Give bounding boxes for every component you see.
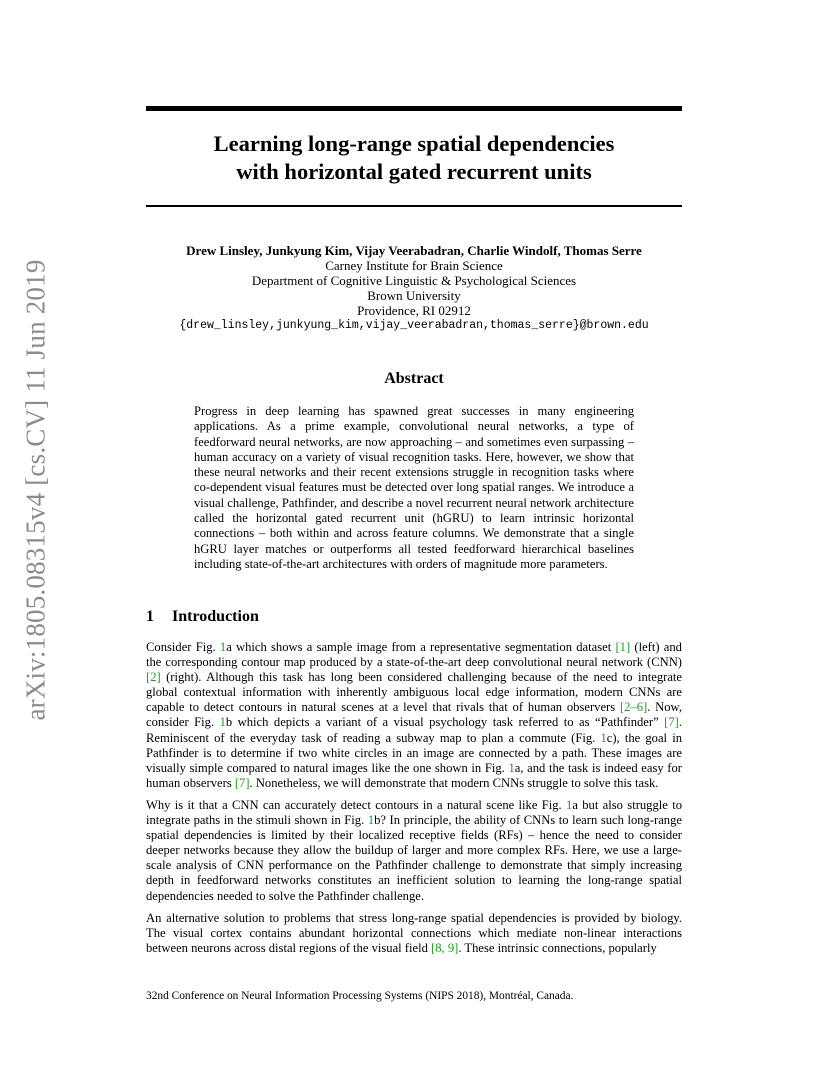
reference-link[interactable]: 1 <box>508 760 515 775</box>
affiliation-university: Brown University <box>367 288 461 303</box>
affiliation-institute: Carney Institute for Brain Science <box>325 258 503 273</box>
author-block <box>146 243 682 333</box>
reference-link[interactable]: [1] <box>615 640 631 654</box>
paragraph-1: Consider Fig. 1a which shows a sample image from a representative segmentation dataset [1] (left) and the corresponding contour map produced by a state-of-the-art deep convolutional neural network (CNN) [2] (right). Although this task has long been considered challenging because of the need to integrate global contextual information with inherently ambiguous local edge information, modern CNNs are capable to detect contours in natural scenes at a level that rivals that of human observers [2–6]. Now, consider Fig. 1b which depicts a variant of a visual psychology task referred to as “Pathfinder” [7]. Reminiscent of the everyday task of reading a subway map to plan a commute (Fig. 1c), the goal in Pathfinder is to determine if two white circles in an image are connected by a path. These images are visually simple compared to natural images like the one shown in Fig. 1a, and the task is indeed easy for human observers [7]. Nonetheless, we will demonstrate that modern CNNs struggle to solve this task. <box>146 640 682 790</box>
arxiv-stamp-text: arXiv:1805.08315v4 [cs.CV] 11 Jun 2019 <box>20 259 51 721</box>
author-emails: {drew_linsley,junkyung_kim,vijay_veerabadran,thomas_serre}@brown.edu <box>179 319 649 332</box>
affiliation-department: Department of Cognitive Linguistic & Psychological Sciences <box>251 273 577 288</box>
paragraph-2: Why is it that a CNN can accurately detect contours in a natural scene like Fig. 1a but also struggle to integrate paths in the stimuli shown in Fig. 1b? In principle, the ability of CNNs to learn such long-range spatial dependencies is limited by their localized receptive fields (RFs) – hence the need to consider deeper networks because they allow the buildup of larger and more complex RFs. Here, we use a large-scale analysis of CNN performance on the Pathfinder challenge to demonstrate that simply increasing depth in feedforward networks constitutes an inefficient solution to learning the long-range spatial dependencies needed to solve the Pathfinder challenge. <box>146 797 682 903</box>
reference-link[interactable]: 1 <box>367 813 375 828</box>
title-top-rule <box>146 106 682 111</box>
section-title: Introduction <box>172 608 259 625</box>
author-names: Drew Linsley, Junkyung Kim, Vijay Veerabadran, Charlie Windolf, Thomas Serre <box>186 243 642 258</box>
section-body <box>146 640 682 963</box>
reference-link[interactable]: 1 <box>600 730 607 745</box>
reference-link[interactable]: 1 <box>219 715 226 730</box>
title-bottom-rule <box>146 205 682 207</box>
reference-link[interactable]: [2] <box>146 670 161 685</box>
conference-footer: 32nd Conference on Neural Information Processing Systems (NIPS 2018), Montréal, Canada. <box>146 990 574 1002</box>
reference-link[interactable]: [7] <box>234 775 250 790</box>
section-number: 1 <box>146 608 154 625</box>
affiliation-address: Providence, RI 02912 <box>357 303 471 318</box>
section-heading <box>146 608 259 626</box>
paragraph-3: An alternative solution to problems that stress long-range spatial dependencies is provided by biology. The visual cortex contains abundant horizontal connections which mediate non-linear interactions between neurons across distal regions of the visual field [8, 9]. These intrinsic connections, popularly <box>146 910 682 955</box>
reference-link[interactable]: [7] <box>664 715 679 730</box>
paper-title <box>146 130 682 186</box>
reference-link[interactable]: 1 <box>219 640 227 654</box>
reference-link[interactable]: [2–6] <box>619 700 648 715</box>
abstract-heading: Abstract <box>384 370 444 387</box>
paper-title-line-2: with horizontal gated recurrent units <box>236 159 592 184</box>
reference-link[interactable]: 1 <box>566 797 573 812</box>
reference-link[interactable]: [8, 9] <box>431 940 459 955</box>
abstract-text: Progress in deep learning has spawned great successes in many engineering applications. As a prime example, convolutional neural networks, a type of feedforward neural networks, are now approaching – and sometimes even surpassing – human accuracy on a variety of visual recognition tasks. Here, however, we show that these neural networks and their recent extensions struggle in recognition tasks where co-dependent visual features must be detected over long spatial ranges. We introduce a visual challenge, Pathfinder, and describe a novel recurrent neural network architecture called the horizontal gated recurrent unit (hGRU) to learn intrinsic horizontal connections – both within and across feature columns. We demonstrate that a single hGRU layer matches or outperforms all tested feedforward hierarchical baselines including state-of-the-art architectures with orders of magnitude more parameters. <box>194 404 634 571</box>
paper-title-line-1: Learning long-range spatial dependencies <box>213 131 615 156</box>
